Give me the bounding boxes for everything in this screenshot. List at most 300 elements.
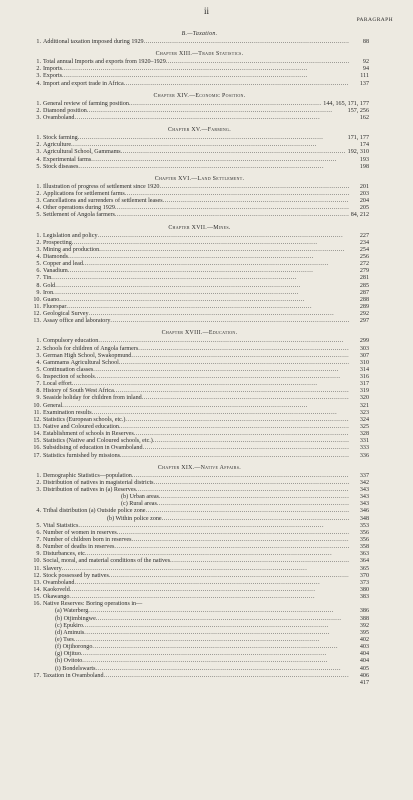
contents-row: [30, 66, 369, 73]
item-title: Demographic Statistics—population: [43, 472, 132, 479]
contents-row: [30, 304, 369, 311]
contents-row: [30, 254, 369, 261]
item-title: Seaside holiday for children from inland: [43, 395, 142, 402]
dot-leader: [82, 658, 349, 665]
item-number: 3.: [36, 198, 41, 205]
paragraph-reference: 144, 165, 171, 177: [323, 100, 369, 107]
contents-row: [30, 480, 369, 487]
item-title: Local effort: [43, 381, 72, 388]
item-title: Disturbances, etc.: [43, 551, 87, 558]
contents-row: [30, 523, 369, 530]
dot-leader: [129, 101, 321, 108]
item-title: Ovamboland: [43, 579, 75, 586]
paragraph-reference: 157, 256: [347, 107, 369, 114]
item-title: Native Reserves: Boring operations in—: [43, 601, 143, 608]
paragraph-reference: 316: [359, 374, 369, 381]
item-title: (g) Otjituo: [55, 651, 81, 658]
contents-row: [30, 680, 369, 687]
item-title: (h) Ovitoto: [55, 658, 83, 665]
dot-leader: [114, 544, 349, 551]
contents-row: [30, 212, 369, 219]
paragraph-reference: 201: [359, 183, 369, 190]
item-title: Imports: [43, 66, 62, 73]
section-heading: Chapter XIX.—Native Affairs.: [157, 464, 242, 471]
item-title: Additional taxation imposed during 1929: [43, 39, 144, 45]
contents-row: [30, 108, 369, 115]
item-title: Vital Statistics: [43, 522, 79, 529]
dot-leader: [55, 283, 349, 290]
item-title: Number of women in reserves: [43, 529, 117, 536]
item-title: Gold: [43, 282, 56, 289]
paragraph-reference: 380: [359, 587, 369, 593]
item-title: Experimental farms: [43, 156, 92, 163]
dot-leader: [88, 608, 349, 615]
item-number: 5.: [36, 261, 41, 268]
dot-leader: [62, 403, 349, 410]
dot-leader: [89, 311, 349, 318]
item-number: 16.: [33, 445, 41, 452]
contents-row: [30, 608, 369, 615]
dot-leader: [96, 616, 349, 623]
item-number: 3.: [36, 114, 41, 121]
item-title: Continuation classes: [43, 366, 94, 373]
paragraph-reference: 198: [359, 163, 369, 170]
item-title: Kaokoveld: [43, 587, 70, 593]
contents-row: [30, 395, 369, 402]
dot-leader: [163, 198, 349, 205]
item-title: Statistics (European schools, etc.): [43, 416, 126, 423]
contents-row: [30, 445, 369, 452]
contents-row: [30, 616, 369, 623]
paragraph-reference: 383: [359, 594, 369, 601]
item-number: 1.: [36, 338, 41, 345]
paragraph-reference: 192, 310: [347, 149, 369, 156]
paragraph-reference: 205: [359, 205, 369, 212]
dot-leader: [78, 523, 349, 530]
item-number: 11.: [33, 303, 41, 310]
item-title: Okawango: [43, 594, 70, 601]
paragraph-reference: 319: [359, 388, 369, 395]
item-title: (c) Rural areas: [121, 501, 157, 508]
item-number: 9.: [36, 551, 41, 558]
item-title: Ovamboland: [43, 114, 75, 121]
item-number: 1.: [36, 472, 41, 479]
section-heading: B.—Taxation.: [181, 31, 218, 37]
contents-row: [30, 115, 369, 122]
item-number: 2.: [36, 239, 41, 246]
item-number: 2.: [36, 66, 41, 73]
paragraph-reference: 328: [359, 431, 369, 438]
item-number: 11.: [33, 565, 41, 572]
item-title: (b) Urban areas: [121, 494, 159, 501]
contents-row: [30, 73, 369, 80]
item-number: 3.: [36, 149, 41, 156]
dot-leader: [170, 558, 349, 565]
dot-leader: [132, 537, 350, 544]
item-title: Stock diseases: [43, 163, 79, 170]
section-heading: Chapter XIII.—Trade Statistics.: [155, 51, 244, 58]
dot-leader: [66, 304, 349, 311]
contents-row: [30, 403, 369, 410]
item-title: Total annual Imports and exports from 1920–1929: [43, 59, 166, 66]
paragraph-reference: 256: [359, 253, 369, 260]
item-number: 4.: [36, 253, 41, 260]
item-title: (i) Bondelswarts: [55, 665, 96, 672]
item-number: 6.: [36, 268, 41, 275]
paragraph-reference: 234: [359, 239, 369, 246]
item-number: 2.: [36, 107, 41, 114]
dot-leader: [70, 587, 349, 594]
paragraph-reference: 227: [359, 232, 369, 239]
paragraph-reference: 317: [359, 381, 369, 388]
dot-leader: [159, 494, 349, 501]
dot-leader: [74, 637, 349, 644]
contents-row: [30, 318, 369, 325]
contents-row: [30, 516, 369, 523]
dot-leader: [98, 338, 349, 345]
contents-row: [30, 367, 369, 374]
contents-row: [30, 338, 369, 345]
dot-leader: [74, 115, 349, 122]
dot-leader: [132, 473, 349, 480]
dot-leader: [166, 59, 349, 66]
item-title: Establishment of schools in Reserves: [43, 431, 134, 438]
item-title: (a) Waterberg: [55, 608, 89, 615]
paragraph-reference: 343: [359, 494, 369, 501]
item-title: Diamonds: [43, 253, 69, 260]
contents-row: [30, 135, 369, 142]
item-number: 5.: [36, 366, 41, 373]
item-title: History of South West Africa: [43, 388, 114, 395]
item-title: Tribal distribution (a) Outside police zone: [43, 508, 146, 515]
item-title: (d) Aminuis: [55, 629, 85, 636]
paragraph-reference: 336: [359, 452, 369, 459]
dot-leader: [154, 480, 349, 487]
item-number: 13.: [33, 318, 41, 325]
contents-row: [30, 494, 369, 501]
dot-leader: [72, 240, 349, 247]
paragraph-reference: 343: [359, 501, 369, 508]
contents-row: [30, 487, 369, 494]
paragraph-reference: 297: [359, 318, 369, 325]
item-title: Taxation in Ovamboland: [43, 672, 104, 679]
item-number: 8.: [36, 282, 41, 289]
item-title: Settlement of Angola farmers: [43, 212, 115, 219]
dot-leader: [115, 212, 349, 219]
item-number: 1.: [36, 232, 41, 239]
item-number: 3.: [36, 73, 41, 80]
item-title: Social, moral, and material conditions of the natives: [43, 558, 171, 565]
contents-row: [30, 417, 369, 424]
item-title: (b) Otjimbingwe: [55, 615, 96, 622]
paragraph-reference: 279: [359, 268, 369, 275]
item-number: 5.: [36, 163, 41, 170]
paragraph-reference: 281: [359, 275, 369, 282]
contents-row: [30, 666, 369, 673]
item-number: 2.: [36, 190, 41, 197]
dot-leader: [99, 247, 349, 254]
dot-leader: [92, 644, 349, 651]
item-title: Geological Survey: [43, 311, 89, 318]
contents-row: [30, 59, 369, 66]
paragraph-reference: 204: [359, 198, 369, 205]
item-title: Exports: [43, 73, 62, 80]
item-number: 15.: [33, 594, 41, 601]
item-number: 9.: [36, 395, 41, 402]
dot-leader: [62, 566, 349, 573]
dot-leader: [121, 149, 346, 156]
dot-leader: [104, 673, 350, 680]
paragraph-reference: 325: [359, 424, 369, 431]
paragraph-reference: 373: [359, 579, 369, 586]
contents-row: [30, 157, 369, 164]
dot-leader: [131, 353, 349, 360]
item-number: 14.: [33, 587, 41, 593]
item-number: 13.: [33, 424, 41, 431]
item-number: 15.: [33, 438, 41, 445]
item-title: Number of children born in reserves: [43, 537, 132, 544]
item-number: 12.: [33, 416, 41, 423]
item-number: 1.: [36, 135, 41, 142]
item-title: (b) Within police zone: [107, 515, 162, 522]
paragraph-reference: 320: [359, 395, 369, 402]
item-title: Inspection of schools: [43, 374, 95, 381]
item-number: 17.: [33, 452, 41, 459]
paragraph-reference: 287: [359, 289, 369, 296]
paragraph-reference: 405: [359, 665, 369, 672]
contents-row: [30, 247, 369, 254]
item-title: Gammams Agricultural School: [43, 359, 119, 366]
paragraph-reference: 292: [359, 311, 369, 318]
paragraph-reference: 348: [359, 515, 369, 522]
paragraph-reference: 364: [359, 558, 369, 565]
section-heading: Chapter XIV.—Economic Position.: [153, 92, 246, 99]
item-number: 7.: [36, 275, 41, 282]
dot-leader: [62, 66, 349, 73]
contents-row: [30, 566, 369, 573]
item-number: 1.: [36, 183, 41, 190]
dot-leader: [143, 445, 349, 452]
item-title: Tin: [43, 275, 52, 282]
dot-leader: [138, 346, 349, 353]
paragraph-column-heading: PARAGRAPH: [356, 17, 393, 23]
item-title: (e) Tses: [55, 636, 74, 643]
dot-leader: [78, 135, 346, 142]
contents-row: [30, 240, 369, 247]
dot-leader: [146, 508, 349, 515]
item-title: Distribution of natives in magisterial districts: [43, 479, 154, 486]
item-title: Number of deaths in reserves: [43, 544, 115, 551]
paragraph-reference: 94: [362, 66, 369, 73]
paragraph-reference: 321: [359, 402, 369, 409]
paragraph-reference: 342: [359, 479, 369, 486]
item-title: (f) Otjihorongo: [55, 644, 93, 651]
item-number: 1.: [36, 100, 41, 107]
dot-leader: [117, 530, 349, 537]
contents-row: [30, 275, 369, 282]
contents-row: [30, 261, 369, 268]
item-number: 13.: [33, 579, 41, 586]
contents-row: [30, 673, 369, 680]
item-number: 2.: [36, 345, 41, 352]
contents-row: [30, 530, 369, 537]
item-title: Agriculture: [43, 142, 72, 149]
paragraph-reference: 337: [359, 472, 369, 479]
item-title: (c) Epukiro: [55, 622, 83, 629]
dot-leader: [98, 233, 350, 240]
item-number: 6.: [36, 374, 41, 381]
paragraph-reference: 333: [359, 445, 369, 452]
item-title: Assay office and laboratory: [43, 318, 111, 325]
paragraph-reference: 395: [359, 629, 369, 636]
dot-leader: [59, 297, 349, 304]
paragraph-reference: 365: [359, 565, 369, 572]
paragraph-reference: 272: [359, 261, 369, 268]
dot-leader: [114, 388, 349, 395]
paragraph-reference: 386: [359, 608, 369, 615]
item-title: Illustration of progress of settlement since 1920: [43, 183, 160, 190]
item-number: 6.: [36, 529, 41, 536]
contents-row: [30, 39, 369, 46]
item-number: 3.: [36, 352, 41, 359]
dot-leader: [95, 666, 349, 673]
paragraph-reference: 307: [359, 352, 369, 359]
item-title: Mining and production: [43, 246, 100, 253]
contents-row: [30, 544, 369, 551]
item-number: 4.: [36, 80, 41, 87]
dot-leader: [162, 516, 349, 523]
dot-leader: [87, 108, 346, 115]
contents-row: [30, 410, 369, 417]
item-number: 2.: [36, 142, 41, 149]
paragraph-reference: 370: [359, 572, 369, 579]
paragraph-reference: 388: [359, 615, 369, 622]
page-number: ii: [203, 6, 209, 16]
paragraph-reference: 310: [359, 359, 369, 366]
item-number: 4.: [36, 508, 41, 515]
contents-row: [30, 142, 369, 149]
item-number: 12.: [33, 311, 41, 318]
item-title: German High School, Swakopmund: [43, 352, 132, 359]
dot-leader: [78, 164, 349, 171]
dot-leader: [124, 81, 349, 88]
dot-leader: [71, 142, 349, 149]
item-number: 7.: [36, 537, 41, 544]
item-title: Schools for children of Angola farmers: [43, 345, 139, 352]
item-number: 3.: [36, 246, 41, 253]
dot-leader: [84, 630, 349, 637]
paragraph-reference: 314: [359, 366, 369, 373]
section-heading: Chapter XVII.—Mines.: [168, 224, 231, 231]
item-number: 9.: [36, 289, 41, 296]
item-number: 1.: [36, 39, 41, 45]
item-title: Distribution of natives in (a) Reserves: [43, 487, 136, 494]
contents-row: [30, 283, 369, 290]
contents-row: [30, 508, 369, 515]
contents-row: [30, 573, 369, 580]
item-title: Native and Coloured education: [43, 424, 119, 431]
dot-leader: [119, 424, 349, 431]
paragraph-reference: 346: [359, 508, 369, 515]
paragraph-reference: 254: [359, 246, 369, 253]
paragraph-reference: 402: [359, 636, 369, 643]
dot-leader: [115, 205, 349, 212]
item-number: 4.: [36, 156, 41, 163]
item-title: Stock farming: [43, 135, 78, 142]
item-number: 2.: [36, 479, 41, 486]
dot-leader: [142, 395, 349, 402]
paragraph-reference: 331: [359, 438, 369, 445]
item-number: 10.: [33, 402, 41, 409]
item-title: Examination results: [43, 409, 92, 416]
section-heading: Chapter XV.—Farming.: [167, 127, 232, 134]
item-title: General: [43, 402, 63, 409]
item-title: Other operations during 1929: [43, 205, 115, 212]
item-number: 4.: [36, 205, 41, 212]
dot-leader: [51, 275, 349, 282]
item-number: 5.: [36, 522, 41, 529]
contents-row: [30, 630, 369, 637]
dot-leader: [74, 580, 349, 587]
item-title: Slavery: [43, 565, 62, 572]
contents-row: [30, 198, 369, 205]
dot-leader: [68, 268, 349, 275]
dot-leader: [110, 318, 349, 325]
item-title: Diamond position: [43, 107, 87, 114]
contents-row: [30, 580, 369, 587]
item-title: Agricultural School, Gammams: [43, 149, 121, 156]
paragraph-reference: 299: [359, 338, 369, 345]
paragraph-reference: 343: [359, 487, 369, 494]
dot-leader: [83, 261, 349, 268]
item-title: General review of farming position: [43, 100, 129, 107]
paragraph-reference: 324: [359, 416, 369, 423]
item-title: Statistics (Native and Coloured schools, etc.): [43, 438, 153, 445]
paragraph-reference: 171, 177: [347, 135, 369, 142]
dot-leader: [93, 367, 349, 374]
contents-row: [30, 81, 369, 88]
item-title: Stock possessed by natives: [43, 572, 109, 579]
item-title: Copper and lead: [43, 261, 83, 268]
dot-leader: [95, 374, 349, 381]
paragraph-reference: 288: [359, 296, 369, 303]
paragraph-reference: 174: [359, 142, 369, 149]
contents-row: [30, 453, 369, 460]
contents-row: [30, 233, 369, 240]
dot-leader: [159, 184, 349, 191]
contents-row: [30, 594, 369, 601]
paragraph-reference: 403: [359, 644, 369, 651]
item-title: Guano: [43, 296, 60, 303]
contents-row: [30, 360, 369, 367]
section-heading: Chapter XVI.—Land Settlement.: [154, 175, 245, 182]
item-title: Fluorspar: [43, 303, 67, 310]
contents-row: [30, 353, 369, 360]
paragraph-reference: 303: [359, 345, 369, 352]
contents-list: [30, 27, 369, 687]
dot-leader: [69, 594, 349, 601]
paragraph-reference: 193: [359, 156, 369, 163]
item-title: Legislation and policy: [43, 232, 98, 239]
paragraph-reference: 404: [359, 658, 369, 665]
dot-leader: [53, 290, 349, 297]
item-title: Vanadium: [43, 268, 68, 275]
contents-row: [30, 658, 369, 665]
item-number: 12.: [33, 572, 41, 579]
dot-leader: [144, 39, 349, 46]
contents-row: [30, 101, 369, 108]
paragraph-reference: 406: [359, 672, 369, 679]
